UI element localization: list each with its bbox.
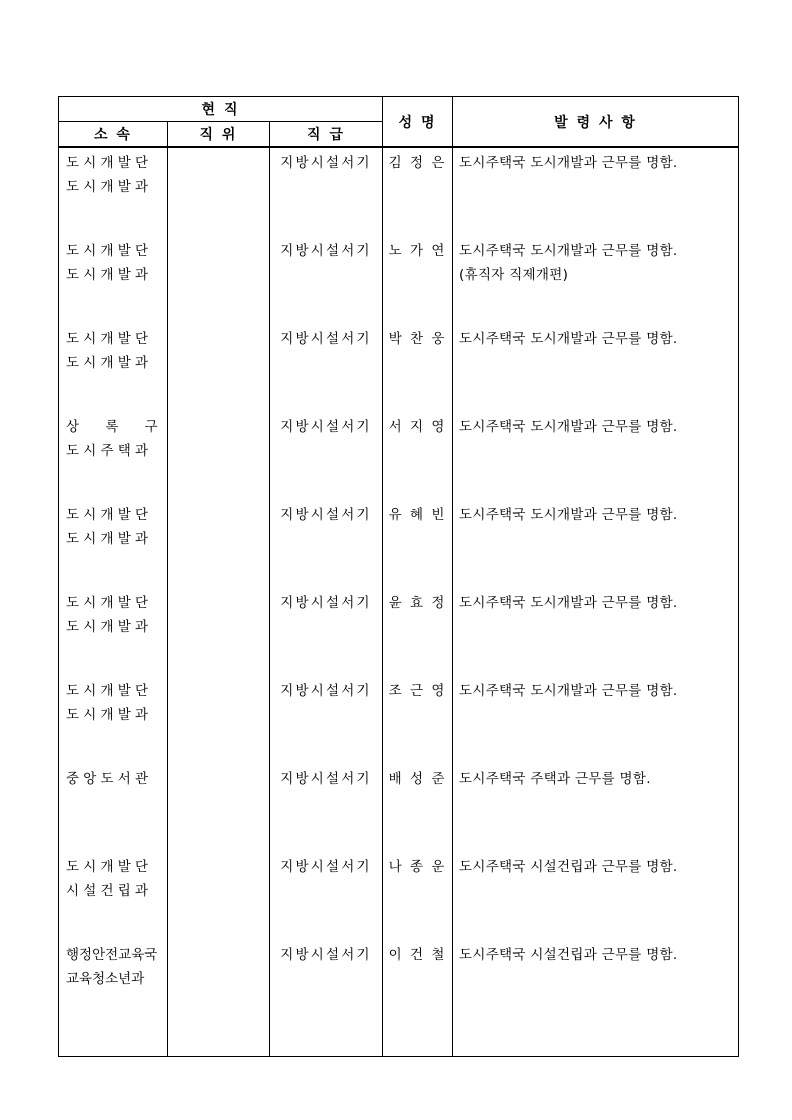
table-row (59, 852, 739, 940)
table-row (59, 940, 739, 1028)
grade-cell: 지방시설서기 (270, 147, 383, 236)
affiliation-cell: 도시개발단 도시개발과 (59, 147, 168, 236)
affiliation-cell: 상 록 구 도시주택과 (59, 412, 168, 500)
order-cell: 도시주택국 주택과 근무를 명함. (453, 764, 739, 852)
position-cell (168, 852, 270, 940)
position-cell (168, 500, 270, 588)
grade-cell: 지방시설서기 (270, 676, 383, 764)
table-row (59, 324, 739, 412)
order-cell: 도시주택국 도시개발과 근무를 명함. (453, 147, 739, 236)
grade-cell: 지방시설서기 (270, 500, 383, 588)
table-filler-row (59, 1028, 739, 1057)
position-cell (168, 588, 270, 676)
grade-header: 직 급 (270, 122, 383, 148)
name-cell: 김 정 은 (383, 147, 453, 236)
affiliation-cell: 중앙도서관 (59, 764, 168, 852)
position-cell (168, 147, 270, 236)
order-cell: 도시주택국 도시개발과 근무를 명함. (453, 588, 739, 676)
position-header: 직 위 (168, 122, 270, 148)
table-header (59, 97, 739, 148)
name-cell: 윤 효 정 (383, 588, 453, 676)
affiliation-cell: 도시개발단 시설건립과 (59, 852, 168, 940)
grade-cell: 지방시설서기 (270, 412, 383, 500)
order-cell: 도시주택국 도시개발과 근무를 명함. (453, 676, 739, 764)
name-cell: 유 혜 빈 (383, 500, 453, 588)
table-row (59, 412, 739, 500)
order-cell: 도시주택국 시설건립과 근무를 명함. (453, 852, 739, 940)
table-row (59, 147, 739, 236)
grade-cell: 지방시설서기 (270, 236, 383, 324)
name-cell: 노 가 연 (383, 236, 453, 324)
position-cell (168, 764, 270, 852)
position-cell (168, 236, 270, 324)
order-cell: 도시주택국 도시개발과 근무를 명함. (453, 324, 739, 412)
table-row (59, 588, 739, 676)
affiliation-cell: 도시개발단 도시개발과 (59, 676, 168, 764)
current-position-header: 현 직 (59, 97, 383, 122)
name-cell: 이 건 철 (383, 940, 453, 1028)
order-cell: 도시주택국 도시개발과 근무를 명함. (휴직자 직제개편) (453, 236, 739, 324)
table-body (59, 147, 739, 1057)
name-cell: 박 찬 웅 (383, 324, 453, 412)
grade-cell: 지방시설서기 (270, 764, 383, 852)
order-cell: 도시주택국 시설건립과 근무를 명함. (453, 940, 739, 1028)
table-row (59, 236, 739, 324)
grade-cell: 지방시설서기 (270, 324, 383, 412)
grade-cell: 지방시설서기 (270, 588, 383, 676)
table-row (59, 676, 739, 764)
grade-cell: 지방시설서기 (270, 852, 383, 940)
appointment-table (58, 96, 739, 1057)
affiliation-cell: 도시개발단 도시개발과 (59, 500, 168, 588)
affiliation-header: 소 속 (59, 122, 168, 148)
name-cell: 조 근 영 (383, 676, 453, 764)
table-row (59, 500, 739, 588)
name-cell: 서 지 영 (383, 412, 453, 500)
position-cell (168, 412, 270, 500)
position-cell (168, 676, 270, 764)
order-cell: 도시주택국 도시개발과 근무를 명함. (453, 412, 739, 500)
affiliation-cell: 도시개발단 도시개발과 (59, 324, 168, 412)
affiliation-cell: 도시개발단 도시개발과 (59, 588, 168, 676)
name-header: 성 명 (383, 97, 453, 148)
order-cell: 도시주택국 도시개발과 근무를 명함. (453, 500, 739, 588)
affiliation-cell: 도시개발단 도시개발과 (59, 236, 168, 324)
affiliation-cell: 행정안전교육국 교육청소년과 (59, 940, 168, 1028)
name-cell: 배 성 준 (383, 764, 453, 852)
position-cell (168, 940, 270, 1028)
order-header: 발 령 사 항 (453, 97, 739, 148)
position-cell (168, 324, 270, 412)
table-row (59, 764, 739, 852)
name-cell: 나 종 운 (383, 852, 453, 940)
grade-cell: 지방시설서기 (270, 940, 383, 1028)
